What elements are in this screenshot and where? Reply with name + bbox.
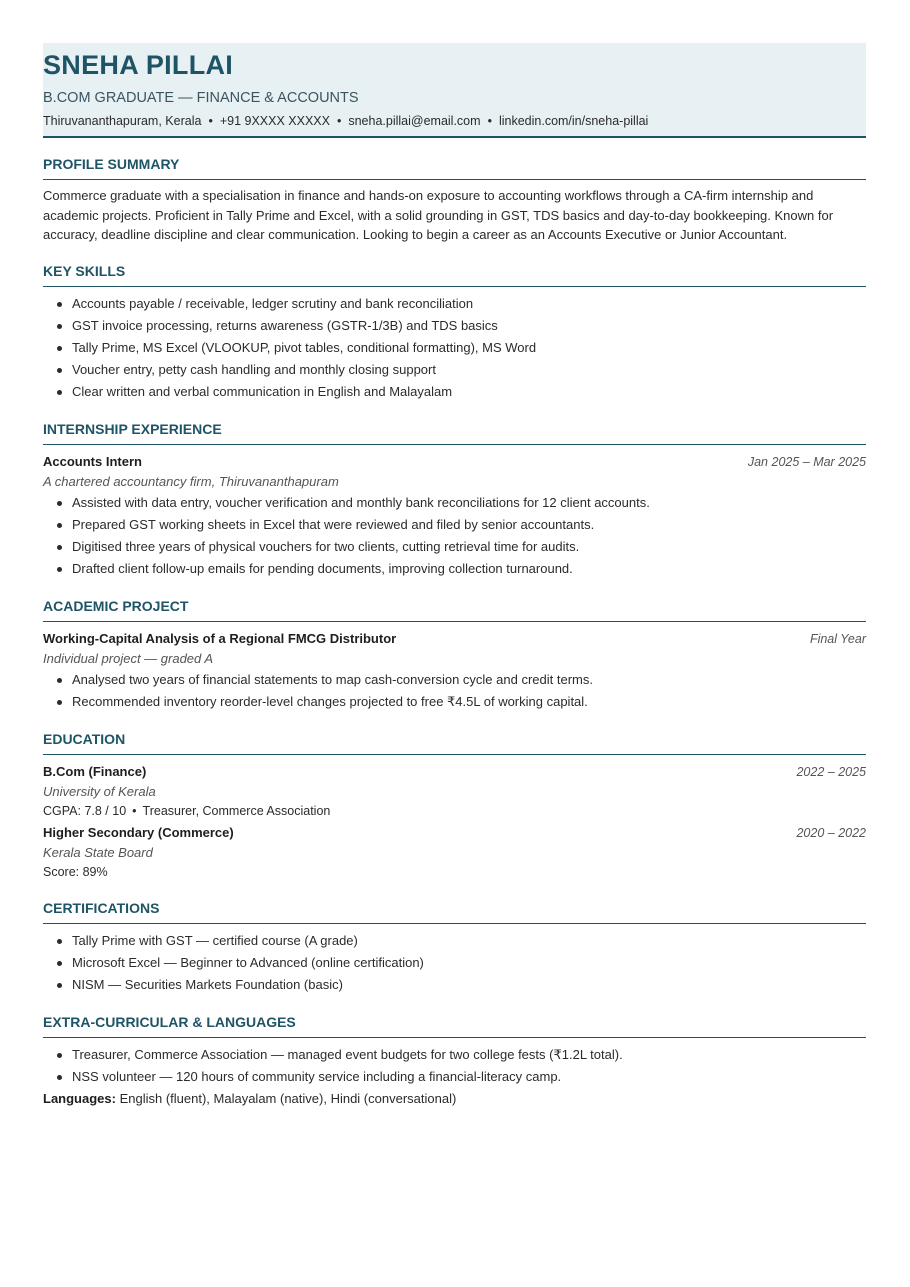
education-school: Kerala State Board bbox=[43, 844, 153, 860]
entry-heading bbox=[43, 823, 866, 843]
list-item bbox=[43, 691, 866, 713]
bullet-icon bbox=[57, 523, 62, 528]
section-title: EDUCATION bbox=[43, 730, 866, 755]
resume-page bbox=[43, 43, 866, 1110]
bullet-icon bbox=[57, 390, 62, 395]
bullet-separator: • bbox=[208, 114, 213, 128]
list-item bbox=[43, 930, 866, 952]
list-item-text: Assisted with data entry, voucher verification and monthly bank reconciliations for 12 client accounts. bbox=[72, 494, 650, 510]
education-note bbox=[43, 802, 866, 821]
list-item bbox=[43, 974, 866, 996]
resume-header bbox=[43, 43, 866, 138]
list-item-text: Tally Prime, MS Excel (VLOOKUP, pivot tables, conditional formatting), MS Word bbox=[72, 339, 537, 355]
list-item-text: Voucher entry, petty cash handling and monthly closing support bbox=[72, 361, 436, 377]
contact-email[interactable]: sneha.pillai@email.com bbox=[348, 114, 481, 128]
certifications-list bbox=[43, 930, 866, 996]
bullet-icon bbox=[57, 567, 62, 572]
list-item bbox=[43, 1066, 866, 1088]
list-item bbox=[43, 514, 866, 536]
list-item bbox=[43, 492, 866, 514]
list-item bbox=[43, 536, 866, 558]
project-section bbox=[43, 597, 866, 713]
education-degree: B.Com (Finance) bbox=[43, 763, 147, 779]
education-cgpa: CGPA: 7.8 / 10 bbox=[43, 803, 127, 818]
list-item-text: Drafted client follow-up emails for pending documents, improving collection turnaround. bbox=[72, 560, 573, 576]
internship-dates: Jan 2025 – Mar 2025 bbox=[747, 454, 866, 469]
list-item-text: Treasurer, Commerce Association — managed event budgets for two college fests (₹1.2L total). bbox=[72, 1046, 623, 1062]
bullet-icon bbox=[57, 302, 62, 307]
list-item-text: Recommended inventory reorder-level changes projected to free ₹4.5L of working capital. bbox=[72, 693, 588, 709]
skills-list bbox=[43, 293, 866, 403]
list-item-text: NISM — Securities Markets Foundation (basic) bbox=[72, 976, 343, 992]
bullet-separator: • bbox=[132, 803, 137, 818]
section-title: PROFILE SUMMARY bbox=[43, 155, 866, 180]
entry-heading bbox=[43, 452, 866, 472]
project-sub: Individual project — graded A bbox=[43, 650, 214, 666]
bullet-icon bbox=[57, 501, 62, 506]
list-item bbox=[43, 952, 866, 974]
skills-section bbox=[43, 262, 866, 403]
education-dates: 2022 – 2025 bbox=[796, 764, 866, 779]
contact-phone: +91 9XXXX XXXXX bbox=[219, 114, 330, 128]
education-role: Treasurer, Commerce Association bbox=[142, 803, 331, 818]
education-school: University of Kerala bbox=[43, 783, 156, 799]
list-item bbox=[43, 1044, 866, 1066]
extra-section bbox=[43, 1013, 866, 1110]
contact-line bbox=[43, 113, 866, 129]
list-item bbox=[43, 669, 866, 691]
bullet-icon bbox=[57, 700, 62, 705]
bullet-icon bbox=[57, 678, 62, 683]
list-item-text: Clear written and verbal communication in English and Malayalam bbox=[72, 383, 453, 399]
list-item-text: Tally Prime with GST — certified course (A grade) bbox=[72, 932, 358, 948]
profile-section bbox=[43, 155, 866, 245]
list-item-text: Prepared GST working sheets in Excel that were reviewed and filed by senior accountants. bbox=[72, 516, 595, 532]
section-title: CERTIFICATIONS bbox=[43, 899, 866, 924]
education-degree: Higher Secondary (Commerce) bbox=[43, 824, 234, 840]
contact-linkedin[interactable]: linkedin.com/in/sneha-pillai bbox=[498, 114, 649, 128]
internship-org: A chartered accountancy firm, Thiruvananthapuram bbox=[43, 473, 339, 489]
list-item bbox=[43, 558, 866, 580]
bullet-icon bbox=[57, 939, 62, 944]
bullet-icon bbox=[57, 1075, 62, 1080]
list-item-text: Microsoft Excel — Beginner to Advanced (online certification) bbox=[72, 954, 424, 970]
bullet-icon bbox=[57, 545, 62, 550]
project-list bbox=[43, 669, 866, 713]
bullet-icon bbox=[57, 961, 62, 966]
list-item bbox=[43, 381, 866, 403]
section-title: EXTRA-CURRICULAR & LANGUAGES bbox=[43, 1013, 866, 1038]
languages-value: English (fluent), Malayalam (native), Hindi (conversational) bbox=[119, 1090, 457, 1106]
extra-list bbox=[43, 1044, 866, 1088]
list-item bbox=[43, 293, 866, 315]
entry-heading bbox=[43, 629, 866, 649]
profile-text: Commerce graduate with a specialisation in finance and hands-on exposure to accounting workflows through a CA-firm internship and academic projects. Proficient in Tally Prime and Excel, with a solid grounding in GST, TDS basics and day-to-day bookkeeping. Known for accuracy, deadline discipline and clear communication. Looking to begin a career as an Accounts Executive or Junior Accountant. bbox=[43, 188, 834, 242]
list-item-text: Digitised three years of physical vouchers for two clients, cutting retrieval time for audits. bbox=[72, 538, 580, 554]
education-score: Score: 89% bbox=[43, 864, 108, 879]
list-item-text: Analysed two years of financial statements to map cash-conversion cycle and credit terms. bbox=[72, 671, 593, 687]
education-section bbox=[43, 730, 866, 882]
list-item-text: NSS volunteer — 120 hours of community service including a financial-literacy camp. bbox=[72, 1068, 562, 1084]
list-item-text: GST invoice processing, returns awareness (GSTR-1/3B) and TDS basics bbox=[72, 317, 498, 333]
section-title: ACADEMIC PROJECT bbox=[43, 597, 866, 622]
list-item bbox=[43, 359, 866, 381]
bullet-icon bbox=[57, 1053, 62, 1058]
section-title: INTERNSHIP EXPERIENCE bbox=[43, 420, 866, 445]
list-item bbox=[43, 315, 866, 337]
candidate-headline: B.COM GRADUATE — FINANCE & ACCOUNTS bbox=[43, 90, 359, 106]
languages-label: Languages: bbox=[43, 1090, 116, 1106]
bullet-separator: • bbox=[336, 114, 342, 128]
bullet-icon bbox=[57, 346, 62, 351]
bullet-separator: • bbox=[487, 114, 492, 128]
bullet-icon bbox=[57, 368, 62, 373]
candidate-name: SNEHA PILLAI bbox=[43, 50, 234, 80]
internship-list bbox=[43, 492, 866, 580]
entry-heading bbox=[43, 762, 866, 782]
bullet-icon bbox=[57, 324, 62, 329]
languages-line bbox=[43, 1088, 866, 1110]
list-item-text: Accounts payable / receivable, ledger scrutiny and bank reconciliation bbox=[72, 295, 474, 311]
certifications-section bbox=[43, 899, 866, 996]
education-dates: 2020 – 2022 bbox=[796, 825, 866, 840]
internship-section bbox=[43, 420, 866, 580]
list-item bbox=[43, 337, 866, 359]
bullet-icon bbox=[57, 983, 62, 988]
internship-role: Accounts Intern bbox=[43, 453, 142, 469]
project-when: Final Year bbox=[809, 631, 866, 646]
project-name: Working-Capital Analysis of a Regional FMCG Distributor bbox=[43, 630, 397, 646]
contact-location: Thiruvananthapuram, Kerala bbox=[43, 114, 202, 128]
section-title: KEY SKILLS bbox=[43, 262, 866, 287]
education-note bbox=[43, 863, 866, 882]
